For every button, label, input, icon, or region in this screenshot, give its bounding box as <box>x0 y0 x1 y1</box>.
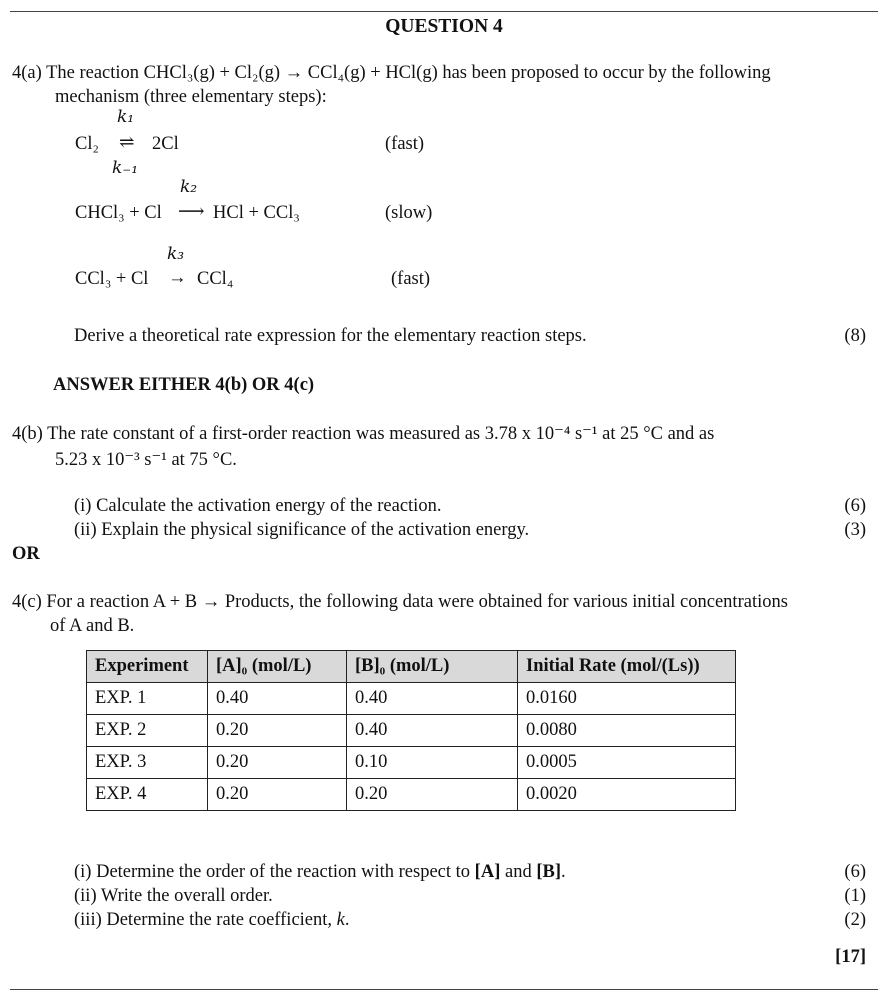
answer-either-heading: ANSWER EITHER 4(b) OR 4(c) <box>53 375 315 395</box>
table-cell: 0.20 <box>208 715 347 747</box>
table-cell: 0.40 <box>347 715 518 747</box>
question-title: QUESTION 4 <box>385 16 503 37</box>
table-cell: 0.0005 <box>518 747 736 779</box>
header-experiment: Experiment <box>87 651 208 683</box>
step1-arrow: ⇌ <box>119 133 135 153</box>
step3-rhs: CCl₄ <box>197 269 234 289</box>
step2-speed: (slow) <box>385 203 433 223</box>
table-cell: 0.0080 <box>518 715 736 747</box>
step1-k-forward: k₁ <box>117 107 135 127</box>
step2-k: k₂ <box>180 177 198 197</box>
step2-lhs: CHCl₃ + Cl <box>75 203 162 223</box>
q4c-line1: 4(c) For a reaction A + B → Products, the following data were obtained for various initial concentrations <box>12 592 788 612</box>
step3-arrow: → <box>168 268 187 288</box>
table-cell: 0.20 <box>208 747 347 779</box>
step1-k-reverse: k₋₁ <box>112 158 139 178</box>
step3-k: k₃ <box>167 244 185 264</box>
table-row <box>87 779 736 811</box>
or-label: OR <box>12 544 40 564</box>
bottom-rule <box>10 989 878 990</box>
q4a-marks: (8) <box>844 326 866 346</box>
step1-speed: (fast) <box>385 134 425 154</box>
q4c-part-iii <box>74 910 349 931</box>
step2-arrow: ⟶ <box>178 202 205 222</box>
table-cell: 0.20 <box>347 779 518 811</box>
step1-lhs: Cl₂ <box>75 134 99 154</box>
table-cell: 0.40 <box>208 683 347 715</box>
table-row <box>87 747 736 779</box>
q4c-part-ii: (ii) Write the overall order. <box>74 886 273 906</box>
q4c-part-iii-post: . <box>344 910 350 930</box>
q4a-line2: mechanism (three elementary steps): <box>55 87 327 107</box>
q4b-part-i-marks: (6) <box>844 496 866 516</box>
q4c-part-i-pre: (i) Determine the order of the reaction with respect to <box>74 862 475 882</box>
step3-lhs: CCl₃ + Cl <box>75 269 149 289</box>
table-cell: 0.20 <box>208 779 347 811</box>
table-row <box>87 715 736 747</box>
table-cell: 0.10 <box>347 747 518 779</box>
q4b-line2: 5.23 x 10⁻³ s⁻¹ at 75 °C. <box>55 450 237 470</box>
q4a-line1: 4(a) The reaction CHCl₃(g) + Cl₂(g) → CCl₄(g) + HCl(g) has been proposed to occur by the following <box>12 63 771 83</box>
table-row <box>87 683 736 715</box>
table-cell: EXP. 3 <box>87 747 208 779</box>
q4b-part-ii-marks: (3) <box>844 520 866 540</box>
q4c-part-i-a: [A] <box>474 862 501 882</box>
q4c-part-i <box>74 862 566 883</box>
table-cell: 0.0020 <box>518 779 736 811</box>
rate-data-table <box>86 650 736 811</box>
table-cell: EXP. 4 <box>87 779 208 811</box>
q4b-part-ii: (ii) Explain the physical significance of the activation energy. <box>74 520 530 540</box>
table-cell: 0.0160 <box>518 683 736 715</box>
q4c-part-iii-k: k <box>336 910 345 930</box>
q4c-part-iii-pre: (iii) Determine the rate coefficient, <box>74 910 337 930</box>
table-cell: 0.40 <box>347 683 518 715</box>
q4c-part-i-mid: and <box>500 862 537 882</box>
step1-rhs: 2Cl <box>152 134 179 154</box>
header-b0: [B]₀ (mol/L) <box>347 651 518 683</box>
q4b-part-i: (i) Calculate the activation energy of the reaction. <box>74 496 442 516</box>
header-a0: [A]₀ (mol/L) <box>208 651 347 683</box>
header-initial-rate: Initial Rate (mol/(Ls)) <box>518 651 736 683</box>
table-cell: EXP. 1 <box>87 683 208 715</box>
q4c-part-ii-marks: (1) <box>844 886 866 906</box>
q4a-task: Derive a theoretical rate expression for the elementary reaction steps. <box>74 326 587 346</box>
q4c-part-i-post: . <box>561 862 566 882</box>
q4c-part-i-marks: (6) <box>844 862 866 882</box>
top-rule <box>10 11 878 12</box>
q4b-line1: 4(b) The rate constant of a first-order reaction was measured as 3.78 x 10⁻⁴ s⁻¹ at 25 °C and as <box>12 424 715 444</box>
table-cell: EXP. 2 <box>87 715 208 747</box>
q4c-line2: of A and B. <box>50 616 135 636</box>
table-header-row <box>87 651 736 683</box>
q4c-part-i-b: [B] <box>536 862 561 882</box>
step3-speed: (fast) <box>391 269 431 289</box>
q4c-part-iii-marks: (2) <box>844 910 866 930</box>
step2-rhs: HCl + CCl₃ <box>213 203 300 223</box>
total-marks: [17] <box>835 947 866 967</box>
